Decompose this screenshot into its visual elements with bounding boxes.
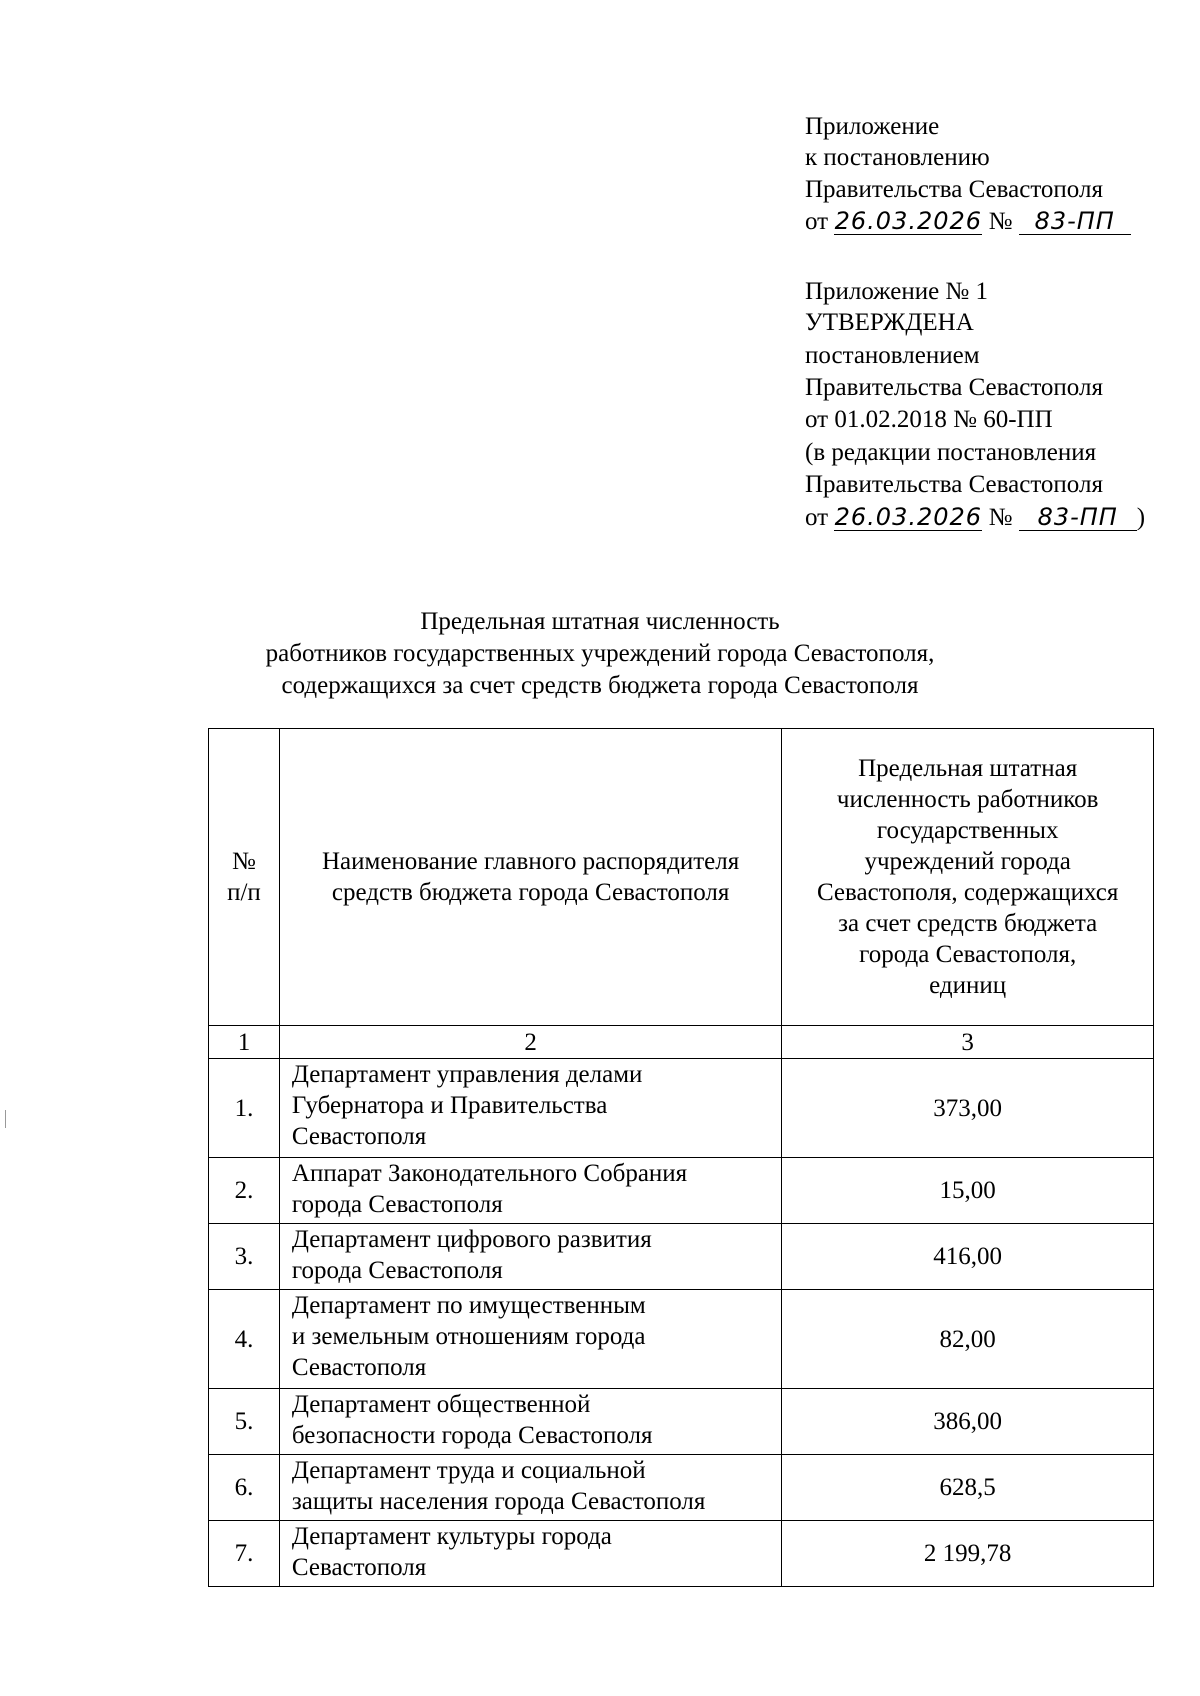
row-name: Аппарат Законодательного Собрания города Севастополя [279, 1158, 781, 1224]
approval-date-line: от 26.03.2026 № 83-ПП ) [805, 503, 1146, 531]
row-number: 1. [209, 1059, 280, 1158]
row-name: Департамент управления делами Губернатора и Правительства Севастополя [279, 1059, 781, 1158]
handwritten-number: 83-ПП [1019, 504, 1137, 531]
appendix-government: Правительства Севастополя [805, 176, 1103, 203]
title-line-3: содержащихся за счет средств бюджета города Севастополя [281, 672, 919, 699]
row-name: Департамент общественной безопасности города Севастополя [279, 1389, 781, 1455]
header-value: Предельная штатная численность работников государственных учреждений города Севастополя, содержащихся за счет средств бюджета города Севастополя, единиц [782, 729, 1154, 1026]
column-number: 3 [782, 1026, 1154, 1059]
row-name: Департамент по имущественным и земельным отношениям города Севастополя [279, 1290, 781, 1389]
table-row [209, 1224, 1154, 1290]
approval-appendix-number: Приложение № 1 [805, 278, 989, 305]
row-value: 82,00 [782, 1290, 1154, 1389]
row-number: 5. [209, 1389, 280, 1455]
approval-edition-government: Правительства Севастополя [805, 471, 1103, 498]
row-number: 7. [209, 1521, 280, 1587]
row-number: 4. [209, 1290, 280, 1389]
row-value: 15,00 [782, 1158, 1154, 1224]
column-number: 2 [279, 1026, 781, 1059]
table-header-row [209, 729, 1154, 1026]
table-row [209, 1290, 1154, 1389]
appendix-label: Приложение [805, 113, 940, 140]
table-row [209, 1059, 1154, 1158]
title-line-1: Предельная штатная численность [420, 608, 780, 635]
column-number: 1 [209, 1026, 280, 1059]
header-number: № п/п [209, 729, 280, 1026]
row-number: 3. [209, 1224, 280, 1290]
row-value: 416,00 [782, 1224, 1154, 1290]
row-value: 373,00 [782, 1059, 1154, 1158]
staffing-table [208, 728, 1154, 1587]
header-name: Наименование главного распорядителя средств бюджета города Севастополя [279, 729, 781, 1026]
approval-status: УТВЕРЖДЕНА [805, 309, 974, 336]
row-name: Департамент труда и социальной защиты населения города Севастополя [279, 1455, 781, 1521]
table-row [209, 1158, 1154, 1224]
table-row [209, 1521, 1154, 1587]
appendix-date-line: от 26.03.2026 № 83-ПП [805, 206, 1131, 237]
handwritten-number: 83-ПП [1019, 208, 1131, 235]
row-number: 2. [209, 1158, 280, 1224]
row-name: Департамент цифрового развития города Севастополя [279, 1224, 781, 1290]
row-number: 6. [209, 1455, 280, 1521]
handwritten-date: 26.03.2026 [834, 503, 983, 531]
title-line-2: работников государственных учреждений города Севастополя, [265, 640, 935, 667]
appendix-resolution-ref: к постановлению [805, 144, 990, 171]
scan-margin-mark [5, 1110, 6, 1128]
row-name: Департамент культуры города Севастополя [279, 1521, 781, 1587]
row-value: 2 199,78 [782, 1521, 1154, 1587]
handwritten-date: 26.03.2026 [834, 207, 983, 235]
row-value: 628,5 [782, 1455, 1154, 1521]
column-number-row [209, 1026, 1154, 1059]
approval-edition-note: (в редакции постановления [805, 439, 1097, 466]
approval-by: постановлением [805, 342, 980, 369]
approval-original-date: от 01.02.2018 № 60-ПП [805, 406, 1053, 433]
table-row [209, 1389, 1154, 1455]
approval-government: Правительства Севастополя [805, 374, 1103, 401]
table-row [209, 1455, 1154, 1521]
row-value: 386,00 [782, 1389, 1154, 1455]
